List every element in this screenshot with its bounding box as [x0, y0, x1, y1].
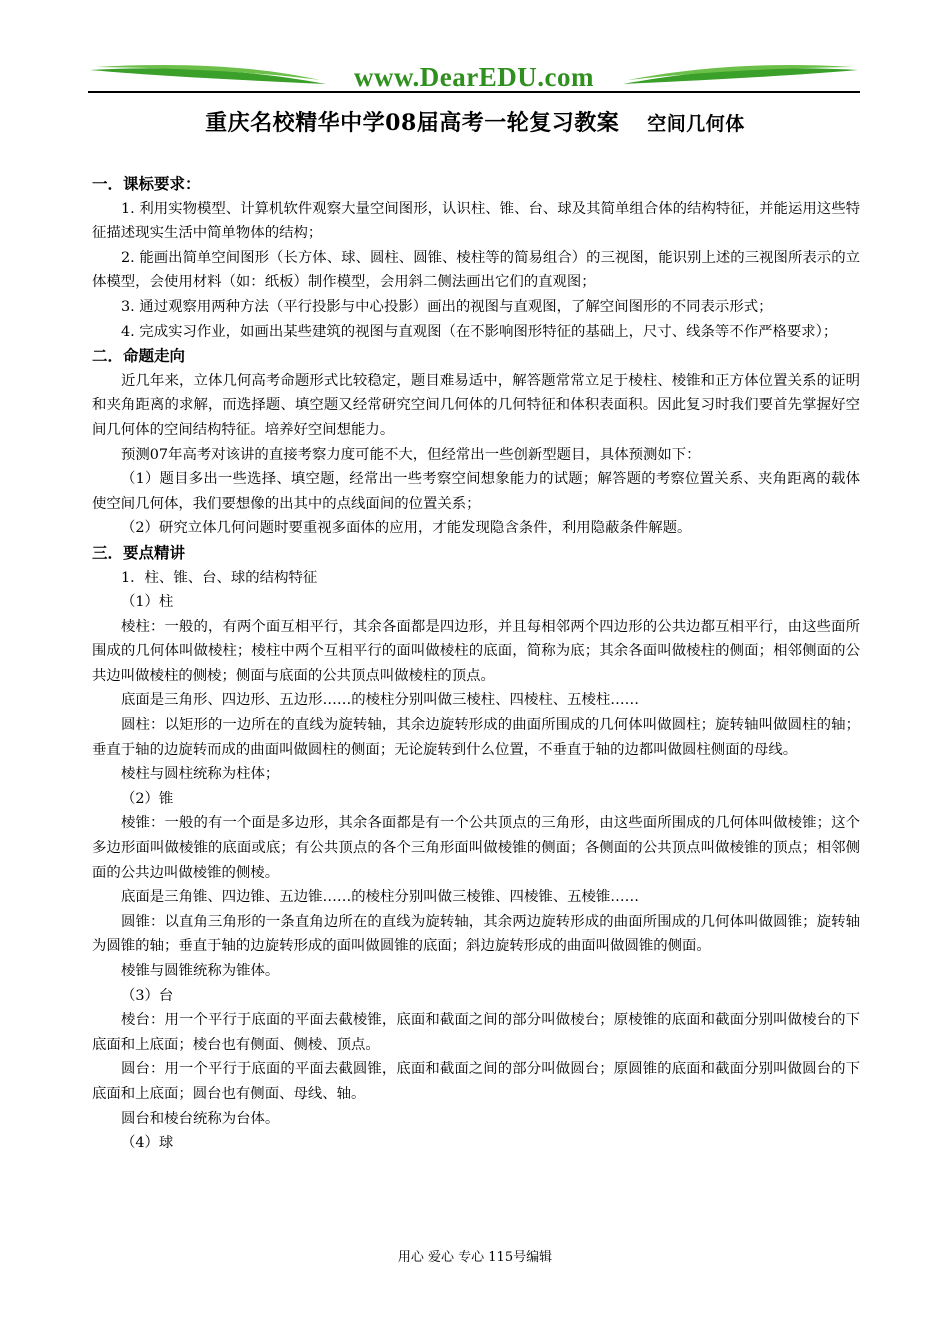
paragraph: （1）题目多出一些选择、填空题，经常出一些考察空间想象能力的试题；解答题的考察位置关系、夹角距离的载体使空间几何体，我们要想像的出其中的点线面间的位置关系； — [92, 471, 860, 512]
paragraph: 3. 通过观察用两种方法（平行投影与中心投影）画出的视图与直观图，了解空间图形的不同表示形式； — [121, 298, 773, 315]
document-body — [92, 172, 860, 1156]
site-header-banner — [88, 58, 860, 98]
paragraph: 棱锥与圆锥统称为锥体。 — [121, 963, 280, 979]
title-main: 重庆名校精华中学08届高考一轮复习教案 — [205, 110, 620, 136]
paragraph: 棱锥：一般的有一个面是多边形，其余各面都是有一个公共顶点的三角形，由这些面所围成的几何体叫做棱锥；这个多边形面叫做棱锥的底面或底；有公共顶点的各个三角形面叫做棱锥的侧面；各侧面的公共顶点叫做棱锥的顶点；相邻侧面的公共边叫做棱锥的侧棱。 — [92, 815, 860, 881]
paragraph: 4. 完成实习作业，如画出某些建筑的视图与直观图（在不影响图形特征的基础上，尺寸、线条等不作严格要求）； — [121, 323, 838, 340]
paragraph: 圆柱：以矩形的一边所在的直线为旋转轴，其余边旋转形成的曲面所围成的几何体叫做圆柱；旋转轴叫做圆柱的轴；垂直于轴的边旋转而成的曲面叫做圆柱的侧面；无论旋转到什么位置，不垂直于轴的边都叫做圆柱侧面的母线。 — [92, 717, 860, 758]
paragraph: 2. 能画出简单空间图形（长方体、球、圆柱、圆锥、棱柱等的简易组合）的三视图，能识别上述的三视图所表示的立体模型，会使用材料（如：纸板）制作模型，会用斜二侧法画出它们的直观图； — [92, 249, 860, 291]
site-logo-text: www.DearEDU.com — [354, 62, 594, 92]
paragraph: 1．柱、锥、台、球的结构特征 — [121, 569, 318, 586]
title-sub: 空间几何体 — [647, 113, 745, 135]
paragraph: 近几年来，立体几何高考命题形式比较稳定，题目难易适中，解答题常常立足于棱柱、棱锥和正方体位置关系的证明和夹角距离的求解，而选择题、填空题又经常研究空间几何体的几何特征和体积表面积。因此复习时我们要首先掌握好空间几何体的空间结构特征。培养好空间想能力。 — [92, 372, 860, 438]
page-footer: 用心 爱心 专心 115号编辑 — [397, 1250, 553, 1265]
paragraph: 圆台和棱台统称为台体。 — [121, 1110, 280, 1127]
paragraph: （1）柱 — [121, 594, 174, 611]
paragraph: 圆台：用一个平行于底面的平面去截圆锥，底面和截面之间的部分叫做圆台；原圆锥的底面和截面分别叫做圆台的下底面和上底面；圆台也有侧面、母线、轴。 — [92, 1061, 860, 1102]
section-heading: 二．命题走向 — [92, 347, 186, 366]
section-heading: 一．课标要求： — [92, 175, 201, 193]
document-title — [0, 106, 950, 137]
paragraph: 1. 利用实物模型、计算机软件观察大量空间图形，认识柱、锥、台、球及其简单组合体的结构特征，并能运用这些特征描述现实生活中简单物体的结构； — [92, 200, 860, 242]
paragraph: 棱柱与圆柱统称为柱体； — [121, 766, 280, 783]
paragraph: （2）研究立体几何问题时要重视多面体的应用，才能发现隐含条件，利用隐蔽条件解题。 — [121, 520, 692, 537]
paragraph: （4）球 — [121, 1135, 174, 1152]
paragraph: 圆锥：以直角三角形的一条直角边所在的直线为旋转轴，其余两边旋转形成的曲面所围成的几何体叫做圆锥；旋转轴为圆锥的轴；垂直于轴的边旋转形成的面叫做圆锥的底面；斜边旋转形成的曲面叫做圆锥的侧面。 — [92, 913, 860, 955]
paragraph: （3）台 — [121, 987, 174, 1004]
paragraph: 棱台：用一个平行于底面的平面去截棱锥，底面和截面之间的部分叫做棱台；原棱锥的底面和截面分别叫做棱台的下底面和上底面；棱台也有侧面、侧棱、顶点。 — [92, 1012, 860, 1053]
paragraph: 底面是三角形、四边形、五边形……的棱柱分别叫做三棱柱、四棱柱、五棱柱…… — [121, 692, 640, 709]
section-heading: 三．要点精讲 — [92, 543, 186, 562]
paragraph: 预测07年高考对该讲的直接考察力度可能不大，但经常出一些创新型题目，具体预测如下： — [121, 446, 701, 463]
paragraph: 底面是三角锥、四边锥、五边锥……的棱柱分别叫做三棱锥、四棱锥、五棱锥…… — [121, 889, 640, 906]
paragraph: （2）锥 — [121, 790, 174, 807]
paragraph: 棱柱：一般的，有两个面互相平行，其余各面都是四边形，并且每相邻两个四边形的公共边都互相平行，由这些面所围成的几何体叫做棱柱；棱柱中两个互相平行的面叫做棱柱的底面，简称为底；其余各面叫做棱柱的侧面；相邻侧面的公共边叫做棱柱的侧棱；侧面与底面的公共顶点叫做棱柱的顶点。 — [92, 618, 860, 684]
